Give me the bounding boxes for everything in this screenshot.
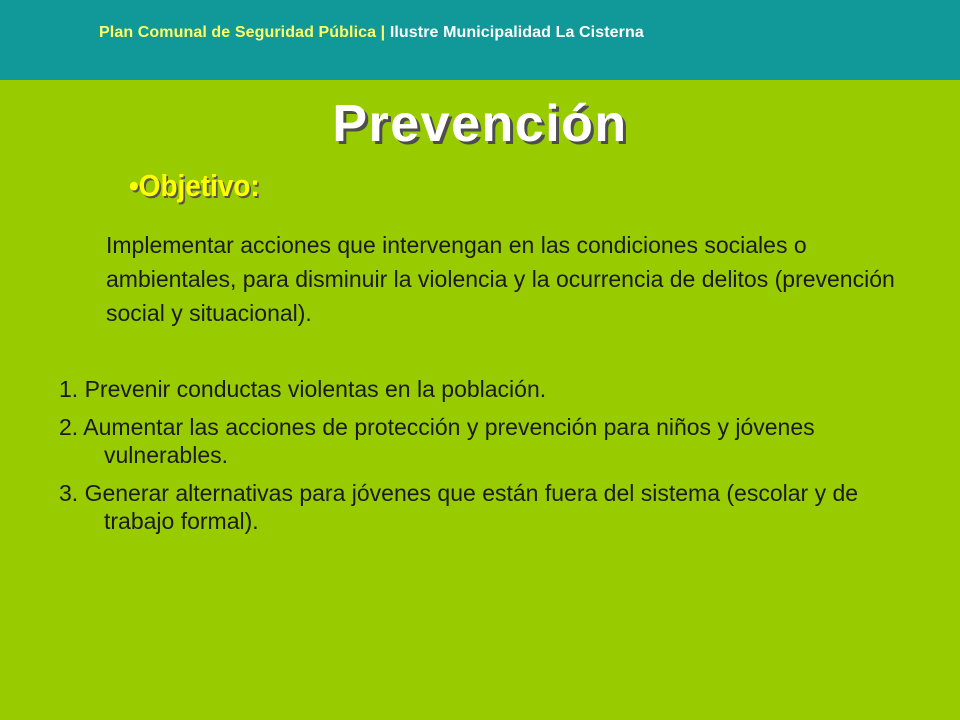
header-separator: | <box>376 24 390 41</box>
header-text <box>99 24 644 42</box>
goals-list <box>59 375 879 545</box>
header-municipality: Ilustre Municipalidad La Cisterna <box>389 24 644 41</box>
goal-item: 2. Aumentar las acciones de protección y prevención para niños y jóvenes vulnerables. <box>59 414 815 468</box>
objective-heading: •Objetivo: <box>129 168 260 203</box>
objective-text: Implementar acciones que intervengan en las condiciones sociales o ambientales, para disminuir la violencia y la ocurrencia de delitos (prevención social y situacional). <box>106 232 895 326</box>
header-bar <box>0 0 960 80</box>
goal-item: 1. Prevenir conductas violentas en la población. <box>59 376 547 402</box>
header-plan: Plan Comunal de Seguridad Pública <box>99 24 377 41</box>
goal-item: 3. Generar alternativas para jóvenes que están fuera del sistema (escolar y de trabajo formal). <box>59 480 859 534</box>
slide-title: Prevención <box>332 95 628 153</box>
